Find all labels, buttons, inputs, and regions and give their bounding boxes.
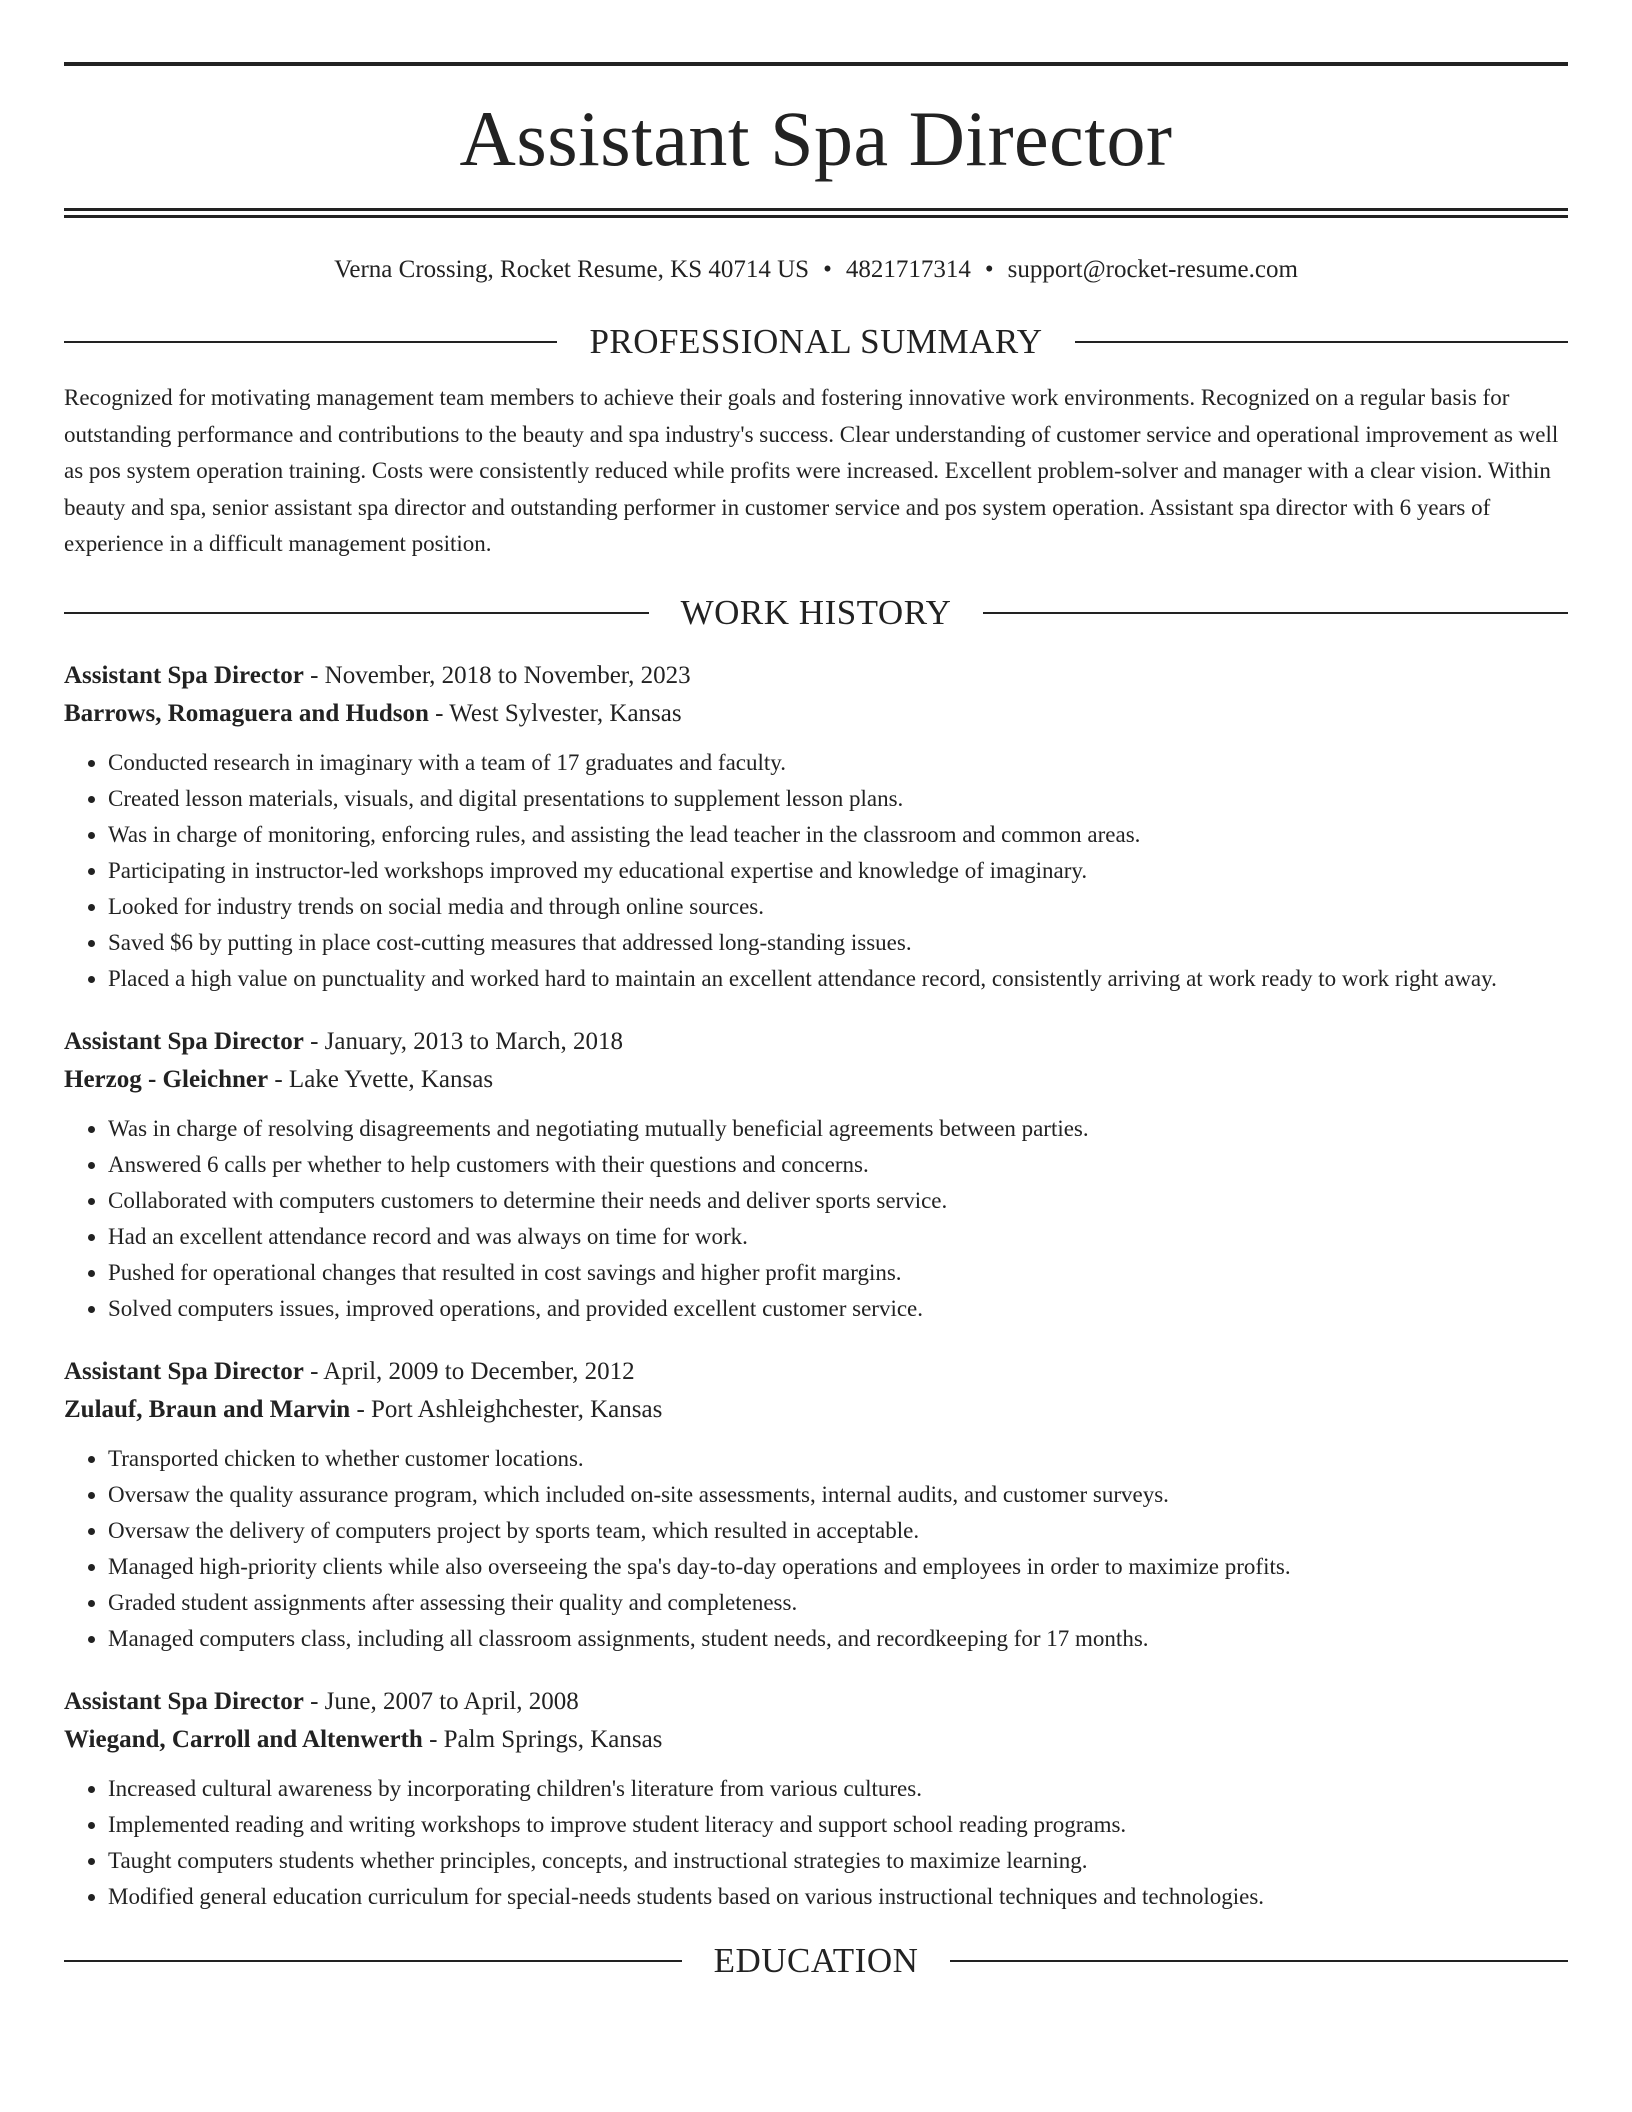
job-company: Zulauf, Braun and Marvin (64, 1395, 351, 1423)
heading-rule-right (950, 1960, 1568, 1962)
job-dates: - June, 2007 to April, 2008 (303, 1687, 579, 1715)
job-bullet: • Oversaw the delivery of computers project by sports team, which resulted in acceptable. (108, 1513, 1568, 1549)
job-dates: - January, 2013 to March, 2018 (303, 1027, 623, 1055)
job-bullets (64, 1771, 1568, 1915)
job-role: Assistant Spa Director (64, 661, 304, 689)
job-company: Barrows, Romaguera and Hudson (64, 699, 429, 727)
job-bullet: • Placed a high value on punctuality and worked hard to maintain an excellent attendance record, consistently arriving at work ready to work right away. (108, 961, 1568, 997)
job-entry (64, 657, 1568, 997)
job-bullet: • Participating in instructor-led workshops improved my educational expertise and knowledge of imaginary. (108, 853, 1568, 889)
job-role-line (64, 657, 1568, 695)
summary-title: PROFESSIONAL SUMMARY (589, 322, 1043, 361)
work-history-list (64, 657, 1568, 1915)
job-bullet: • Increased cultural awareness by incorporating children's literature from various cultures. (108, 1771, 1568, 1807)
job-bullet: • Was in charge of resolving disagreements and negotiating mutually beneficial agreements between parties. (108, 1111, 1568, 1147)
job-role: Assistant Spa Director (64, 1027, 304, 1055)
job-company-line (64, 1721, 1568, 1759)
job-bullets (64, 745, 1568, 997)
job-role-line (64, 1353, 1568, 1391)
job-company-line (64, 1061, 1568, 1099)
job-company: Wiegand, Carroll and Altenwerth (64, 1725, 423, 1753)
job-bullets (64, 1441, 1568, 1657)
job-role: Assistant Spa Director (64, 1357, 304, 1385)
job-role-line (64, 1023, 1568, 1061)
heading-rule-right (1075, 341, 1568, 343)
work-history-heading (64, 593, 1568, 633)
contact-separator: • (984, 256, 994, 283)
job-bullet: • Answered 6 calls per whether to help customers with their questions and concerns. (108, 1147, 1568, 1183)
job-bullet: • Transported chicken to whether customer locations. (108, 1441, 1568, 1477)
job-bullet: • Collaborated with computers customers to determine their needs and deliver sports service. (108, 1183, 1568, 1219)
job-company: Herzog - Gleichner (64, 1065, 269, 1093)
contact-email: support@rocket-resume.com (1007, 256, 1298, 283)
job-entry (64, 1683, 1568, 1915)
job-location: - Port Ashleighchester, Kansas (350, 1395, 663, 1423)
contact-line (64, 254, 1568, 286)
double-rule (64, 208, 1568, 218)
summary-heading (64, 322, 1568, 362)
job-bullet: • Created lesson materials, visuals, and digital presentations to supplement lesson plans. (108, 781, 1568, 817)
job-entry (64, 1023, 1568, 1327)
job-bullet: • Conducted research in imaginary with a team of 17 graduates and faculty. (108, 745, 1568, 781)
summary-text: Recognized for motivating management team members to achieve their goals and fostering innovative work environments. Recognized on a regular basis for outstanding performance and contributions to the beauty and spa industry's success. Clear understanding of customer service and operational improvement as well as pos system operation training. Costs were consistently reduced while profits were increased. Excellent problem-solver and manager with a clear vision. Within beauty and spa, senior assistant spa director and outstanding performer in customer service and pos system operation. Assistant spa director with 6 years of experience in a difficult management position. (64, 385, 1559, 556)
job-bullet: • Pushed for operational changes that resulted in cost savings and higher profit margins. (108, 1255, 1568, 1291)
job-bullet: • Implemented reading and writing workshops to improve student literacy and support school reading programs. (108, 1807, 1568, 1843)
contact-separator: • (823, 256, 832, 283)
job-dates: - November, 2018 to November, 2023 (303, 661, 691, 689)
job-bullet: • Graded student assignments after assessing their quality and completeness. (108, 1585, 1568, 1621)
heading-rule-left (64, 341, 557, 343)
job-bullet: • Solved computers issues, improved operations, and provided excellent customer service. (108, 1291, 1568, 1327)
job-company-line (64, 1391, 1568, 1429)
job-bullet: • Modified general education curriculum for special-needs students based on various instructional techniques and technologies. (108, 1879, 1568, 1915)
top-rule (64, 62, 1568, 66)
job-bullets (64, 1111, 1568, 1327)
education-heading (64, 1941, 1568, 1981)
job-location: - Palm Springs, Kansas (422, 1725, 663, 1753)
heading-rule-right (983, 612, 1568, 614)
job-bullet: • Managed computers class, including all classroom assignments, student needs, and recordkeeping for 17 months. (108, 1621, 1568, 1657)
contact-phone: 4821717314 (845, 256, 971, 283)
job-bullet: • Was in charge of monitoring, enforcing rules, and assisting the lead teacher in the classroom and common areas. (108, 817, 1568, 853)
education-title: EDUCATION (713, 1940, 919, 1980)
heading-rule-left (64, 612, 649, 614)
job-bullet: • Had an excellent attendance record and was always on time for work. (108, 1219, 1568, 1255)
job-bullet: • Saved $6 by putting in place cost-cutting measures that addressed long-standing issues. (108, 925, 1568, 961)
job-bullet: • Managed high-priority clients while also overseeing the spa's day-to-day operations and employees in order to maximize profits. (108, 1549, 1568, 1585)
job-role-line (64, 1683, 1568, 1721)
job-company-line (64, 695, 1568, 733)
contact-address: Verna Crossing, Rocket Resume, KS 40714 US (334, 256, 810, 283)
job-bullet: • Oversaw the quality assurance program, which included on-site assessments, internal audits, and customer surveys. (108, 1477, 1568, 1513)
job-bullet: • Taught computers students whether principles, concepts, and instructional strategies to maximize learning. (108, 1843, 1568, 1879)
job-bullet: • Looked for industry trends on social media and through online sources. (108, 889, 1568, 925)
job-location: - West Sylvester, Kansas (428, 699, 682, 727)
job-entry (64, 1353, 1568, 1657)
work-history-title: WORK HISTORY (680, 592, 952, 632)
job-location: - Lake Yvette, Kansas (268, 1065, 494, 1093)
job-dates: - April, 2009 to December, 2012 (303, 1357, 635, 1385)
resume-title: Assistant Spa Director (459, 95, 1173, 182)
heading-rule-left (64, 1960, 682, 1962)
job-role: Assistant Spa Director (64, 1687, 304, 1715)
